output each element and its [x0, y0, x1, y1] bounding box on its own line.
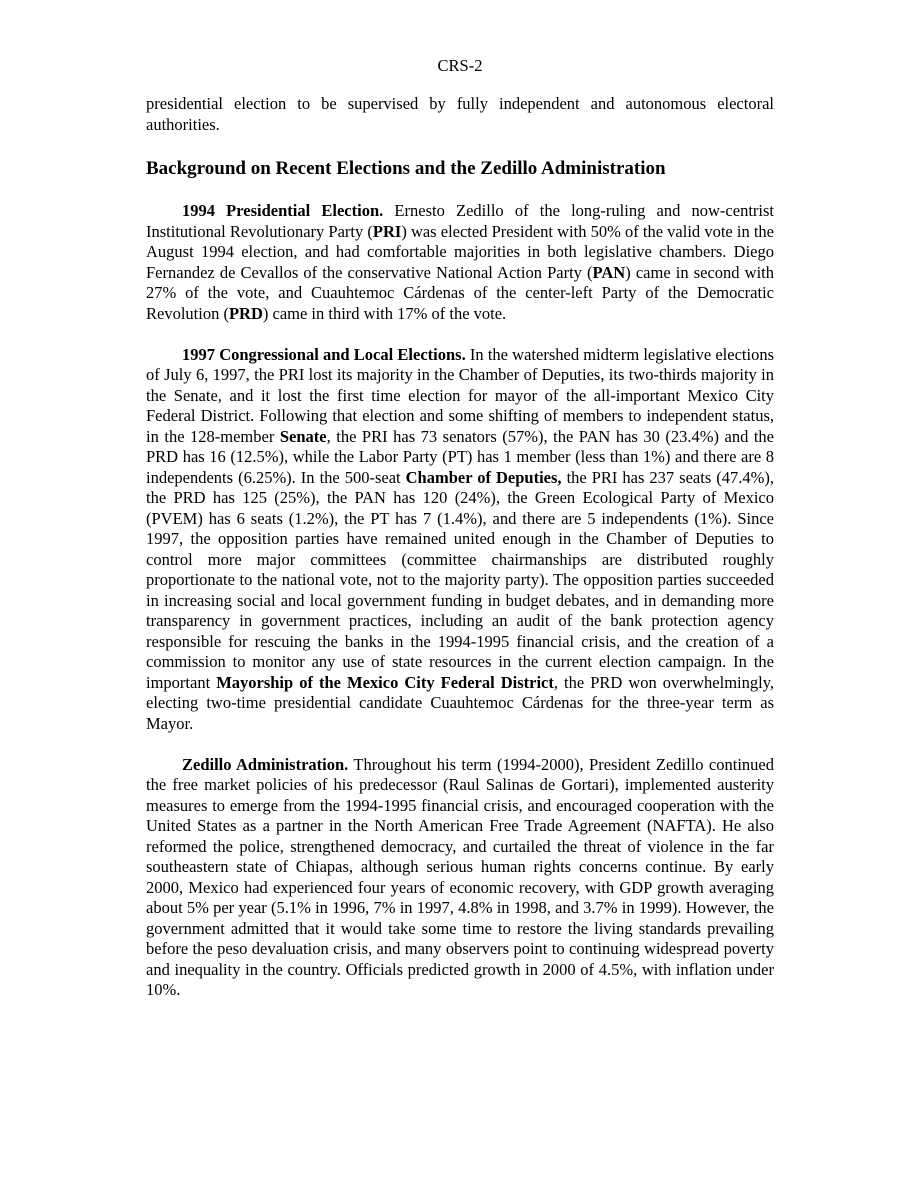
paragraph-title: Zedillo Administration.: [182, 754, 349, 774]
paragraph-title: 1994 Presidential Election.: [182, 201, 384, 220]
paragraph-text: ) came in second with 27% of the vote, and Cuauhtemoc Cárdenas of the center-left Party of the Democratic Revolution (: [146, 262, 774, 323]
party-abbrev-prd: PRD: [228, 303, 263, 323]
bold-term-chamber: Chamber of Deputies,: [405, 467, 562, 487]
party-abbrev-pan: PAN: [592, 262, 626, 282]
paragraph-text: ) came in third with 17% of the vote.: [262, 303, 507, 323]
paragraph-1997-elections: [146, 345, 774, 735]
bold-term-mayorship: Mayorship of the Mexico City Federal District: [216, 672, 554, 692]
paragraph-text: ) was elected President with 50% of the valid vote in the August 1994 election, and had comfortable majorities in both legislative chambers. Diego Fernandez de Cevallos of the conservative National Action Party (: [146, 221, 774, 282]
paragraph-text: the PRI has 237 seats (47.4%), the PRD has 125 (25%), the PAN has 120 (24%), the Green Ecological Party of Mexico (PVEM) has 6 seats (1.2%), the PT has 7 (1.4%), and there are 5 independents (1%). Since 1997, the opposition parties have remained united enough in the Chamber of Deputies to control more major committees (committee chairmanships are distributed roughly proportionate to the national vote, not to the majority party). The opposition parties succeeded in increasing social and local government funding in budget debates, and in demanding more transparency in government practices, including an audit of the bank protection agency responsible for rescuing the banks in the 1994-1995 financial crisis, and the creation of a commission to monitor any use of state resources in the current election campaign. In the important: [146, 467, 774, 692]
paragraph-text: Throughout his term (1994-2000), President Zedillo continued the free market policies of his predecessor (Raul Salinas de Gortari), implemented austerity measures to emerge from the 1994-1995 financial crisis, and encouraged cooperation with the United States as a partner in the North American Free Trade Agreement (NAFTA). He also reformed the police, strengthened democracy, and curtailed the threat of violence in the far southeastern state of Chiapas, although serious human rights concerns continue. By early 2000, Mexico had experienced four years of economic recovery, with GDP growth averaging about 5% per year (5.1% in 1996, 7% in 1997, 4.8% in 1998, and 3.7% in 1999). However, the government admitted that it would take some time to restore the living standards prevailing before the peso devaluation crisis, and many observers point to continuing widespread poverty and inequality in the country. Officials predicted growth in 2000 of 4.5%, with inflation under 10%.: [146, 754, 774, 999]
paragraph-1994-election: [146, 201, 774, 324]
paragraph-text: , the PRI has 73 senators (57%), the PAN has 30 (23.4%) and the PRD has 16 (12.5%), while the Labor Party (PT) has 1 member (less than 1%) and there are 8 independents (6.25%). In the 500-seat: [146, 426, 774, 487]
paragraph-text: Ernesto Zedillo of the long-ruling and now-centrist Institutional Revolutionary Party (: [146, 201, 774, 241]
party-abbrev-pri: PRI: [372, 221, 402, 241]
paragraph-title: 1997 Congressional and Local Elections.: [182, 344, 466, 364]
paragraph-text: , the PRD won overwhelmingly, electing two-time presidential candidate Cuauhtemoc Cárdenas for the three-year term as Mayor.: [146, 672, 774, 733]
section-heading: Background on Recent Elections and the Zedillo Administration: [146, 158, 666, 179]
paragraph-zedillo-administration: [146, 755, 774, 1001]
page-number: CRS-2: [437, 56, 483, 75]
bold-term-senate: Senate: [279, 426, 327, 446]
paragraph-text: In the watershed midterm legislative elections of July 6, 1997, the PRI lost its majority in the Chamber of Deputies, its two-thirds majority in the Senate, and it lost the first time election for mayor of the all-important Mexico City Federal District. Following that election and some shifting of members to independent status, in the 128-member: [146, 344, 774, 446]
intro-paragraph: presidential election to be supervised by fully independent and autonomous electoral authorities.: [146, 94, 774, 134]
document-body: [146, 94, 774, 1001]
